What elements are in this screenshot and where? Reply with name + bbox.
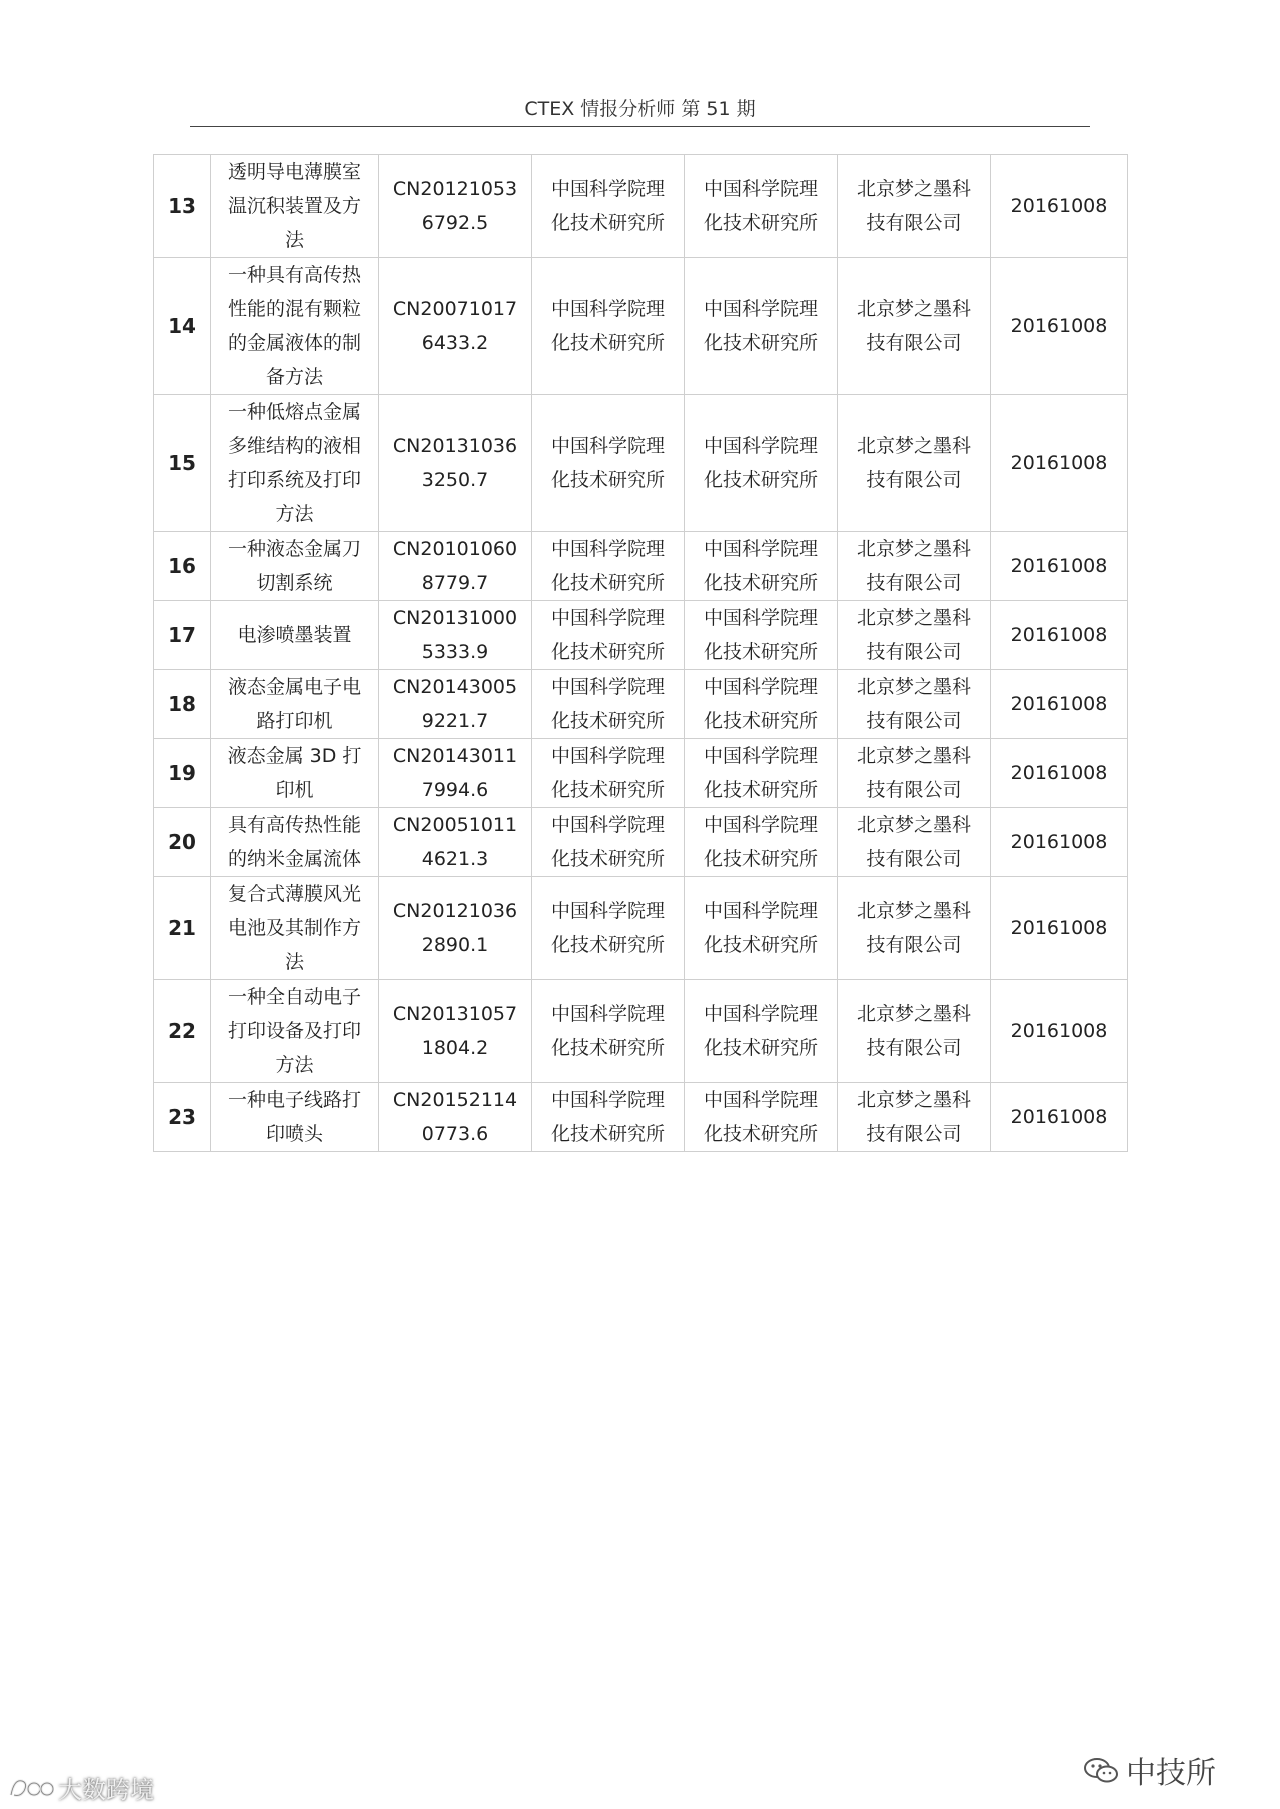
table-row (154, 601, 1128, 670)
application-number-cell: CN201210362890.1 (379, 877, 532, 980)
transferor-cell: 中国科学院理化技术研究所 (685, 395, 838, 532)
transferor-cell: 中国科学院理化技术研究所 (685, 980, 838, 1083)
application-number-cell: CN200510114621.3 (379, 808, 532, 877)
watermark-zhongjisuo (1082, 1748, 1216, 1792)
transfer-date-cell: 20161008 (991, 980, 1128, 1083)
original-assignee-cell: 中国科学院理化技术研究所 (532, 739, 685, 808)
patent-transfer-table (153, 154, 1128, 1152)
patent-name-cell: 液态金属电子电路打印机 (211, 670, 379, 739)
transfer-date-cell: 20161008 (991, 739, 1128, 808)
original-assignee-cell: 中国科学院理化技术研究所 (532, 877, 685, 980)
original-assignee-cell: 中国科学院理化技术研究所 (532, 601, 685, 670)
table-row (154, 739, 1128, 808)
row-number: 15 (154, 395, 211, 532)
row-number: 14 (154, 258, 211, 395)
transfer-date-cell: 20161008 (991, 532, 1128, 601)
patent-name-cell: 具有高传热性能的纳米金属流体 (211, 808, 379, 877)
original-assignee-cell: 中国科学院理化技术研究所 (532, 155, 685, 258)
patent-name-cell: 一种低熔点金属多维结构的液相打印系统及打印方法 (211, 395, 379, 532)
transferor-cell: 中国科学院理化技术研究所 (685, 532, 838, 601)
transfer-date-cell: 20161008 (991, 155, 1128, 258)
application-number-cell: CN201521140773.6 (379, 1083, 532, 1152)
transferee-cell: 北京梦之墨科技有限公司 (838, 395, 991, 532)
row-number: 22 (154, 980, 211, 1083)
patent-name-cell: 液态金属 3D 打印机 (211, 739, 379, 808)
table-row (154, 670, 1128, 739)
transfer-date-cell: 20161008 (991, 1083, 1128, 1152)
patent-name-cell: 一种全自动电子打印设备及打印方法 (211, 980, 379, 1083)
row-number: 17 (154, 601, 211, 670)
patent-name-cell: 一种液态金属刀切割系统 (211, 532, 379, 601)
transferor-cell: 中国科学院理化技术研究所 (685, 1083, 838, 1152)
original-assignee-cell: 中国科学院理化技术研究所 (532, 980, 685, 1083)
original-assignee-cell: 中国科学院理化技术研究所 (532, 532, 685, 601)
patent-name-cell: 电渗喷墨装置 (211, 601, 379, 670)
transferor-cell: 中国科学院理化技术研究所 (685, 155, 838, 258)
transferor-cell: 中国科学院理化技术研究所 (685, 601, 838, 670)
application-number-cell: CN200710176433.2 (379, 258, 532, 395)
application-number-cell: CN201430059221.7 (379, 670, 532, 739)
table-row (154, 1083, 1128, 1152)
row-number: 21 (154, 877, 211, 980)
transfer-date-cell: 20161008 (991, 808, 1128, 877)
table-row (154, 395, 1128, 532)
row-number: 16 (154, 532, 211, 601)
table-row (154, 258, 1128, 395)
application-number-cell: CN201010608779.7 (379, 532, 532, 601)
transferor-cell: 中国科学院理化技术研究所 (685, 258, 838, 395)
row-number: 19 (154, 739, 211, 808)
transferee-cell: 北京梦之墨科技有限公司 (838, 980, 991, 1083)
transferee-cell: 北京梦之墨科技有限公司 (838, 155, 991, 258)
original-assignee-cell: 中国科学院理化技术研究所 (532, 1083, 685, 1152)
wechat-bubble-icon (1082, 1755, 1120, 1785)
transferee-cell: 北京梦之墨科技有限公司 (838, 258, 991, 395)
transfer-date-cell: 20161008 (991, 395, 1128, 532)
transferee-cell: 北京梦之墨科技有限公司 (838, 877, 991, 980)
row-number: 20 (154, 808, 211, 877)
transferee-cell: 北京梦之墨科技有限公司 (838, 1083, 991, 1152)
transferee-cell: 北京梦之墨科技有限公司 (838, 739, 991, 808)
row-number: 13 (154, 155, 211, 258)
table-row (154, 808, 1128, 877)
table-row (154, 155, 1128, 258)
table-row (154, 980, 1128, 1083)
header-divider (190, 126, 1090, 127)
watermark-brand (8, 1770, 154, 1805)
application-number-cell: CN201310571804.2 (379, 980, 532, 1083)
transferor-cell: 中国科学院理化技术研究所 (685, 739, 838, 808)
transfer-date-cell: 20161008 (991, 877, 1128, 980)
patent-name-cell: 一种电子线路打印喷头 (211, 1083, 379, 1152)
original-assignee-cell: 中国科学院理化技术研究所 (532, 258, 685, 395)
transferee-cell: 北京梦之墨科技有限公司 (838, 808, 991, 877)
original-assignee-cell: 中国科学院理化技术研究所 (532, 808, 685, 877)
table-row (154, 532, 1128, 601)
application-number-cell: CN201310363250.7 (379, 395, 532, 532)
original-assignee-cell: 中国科学院理化技术研究所 (532, 670, 685, 739)
transferor-cell: 中国科学院理化技术研究所 (685, 670, 838, 739)
transferor-cell: 中国科学院理化技术研究所 (685, 808, 838, 877)
transferee-cell: 北京梦之墨科技有限公司 (838, 532, 991, 601)
row-number: 23 (154, 1083, 211, 1152)
patent-name-cell: 透明导电薄膜室温沉积装置及方法 (211, 155, 379, 258)
application-number-cell: CN201430117994.6 (379, 739, 532, 808)
patent-name-cell: 复合式薄膜风光电池及其制作方法 (211, 877, 379, 980)
transfer-date-cell: 20161008 (991, 601, 1128, 670)
application-number-cell: CN201210536792.5 (379, 155, 532, 258)
patent-name-cell: 一种具有高传热性能的混有颗粒的金属液体的制备方法 (211, 258, 379, 395)
watermark-right-text: 中技所 (1126, 1756, 1216, 1791)
application-number-cell: CN201310005333.9 (379, 601, 532, 670)
transferee-cell: 北京梦之墨科技有限公司 (838, 670, 991, 739)
transferee-cell: 北京梦之墨科技有限公司 (838, 601, 991, 670)
original-assignee-cell: 中国科学院理化技术研究所 (532, 395, 685, 532)
table-row (154, 877, 1128, 980)
brand-logo-icon (8, 1775, 54, 1801)
watermark-left-text: 大数跨境 (58, 1776, 154, 1804)
row-number: 18 (154, 670, 211, 739)
transfer-date-cell: 20161008 (991, 258, 1128, 395)
transfer-date-cell: 20161008 (991, 670, 1128, 739)
page-header-title: CTEX 情报分析师 第 51 期 (524, 98, 756, 120)
transferor-cell: 中国科学院理化技术研究所 (685, 877, 838, 980)
